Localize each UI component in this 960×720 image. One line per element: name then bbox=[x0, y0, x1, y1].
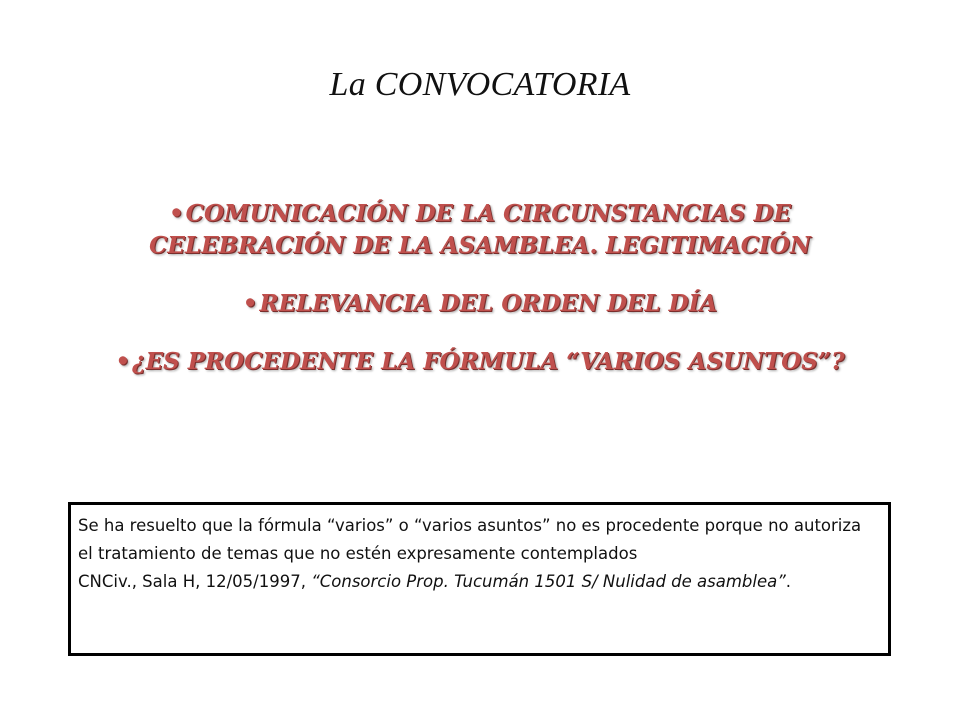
bullet-text: RELEVANCIA DEL ORDEN DEL DÍA bbox=[259, 290, 718, 317]
case-note-box bbox=[68, 502, 891, 656]
citation-court: CNCiv., Sala H, 12/05/1997, bbox=[78, 572, 312, 591]
bullet-marker: • bbox=[115, 348, 131, 375]
citation-case-name: “Consorcio Prop. Tucumán 1501 S/ Nulidad de asamblea” bbox=[311, 572, 786, 591]
bullet-item bbox=[110, 198, 850, 262]
bullet-text: ¿ES PROCEDENTE LA FÓRMULA “VARIOS ASUNTOS”? bbox=[132, 348, 845, 375]
bullet-item bbox=[110, 346, 850, 378]
bullet-marker: • bbox=[242, 290, 258, 317]
bullet-marker: • bbox=[168, 200, 184, 227]
bullet-item bbox=[110, 288, 850, 320]
bullet-text: COMUNICACIÓN DE LA CIRCUNSTANCIAS DE CELEBRACIÓN DE LA ASAMBLEA. LEGITIMACIÓN bbox=[149, 200, 811, 259]
citation-end: . bbox=[785, 572, 792, 591]
bullet-list bbox=[110, 198, 850, 404]
slide-title: La CONVOCATORIA bbox=[329, 66, 631, 103]
note-paragraph: Se ha resuelto que la fórmula “varios” o “varios asuntos” no es procedente porque no autoriza el tratamiento de temas que no estén expresamente contemplados bbox=[78, 516, 862, 563]
note-citation bbox=[78, 568, 881, 596]
